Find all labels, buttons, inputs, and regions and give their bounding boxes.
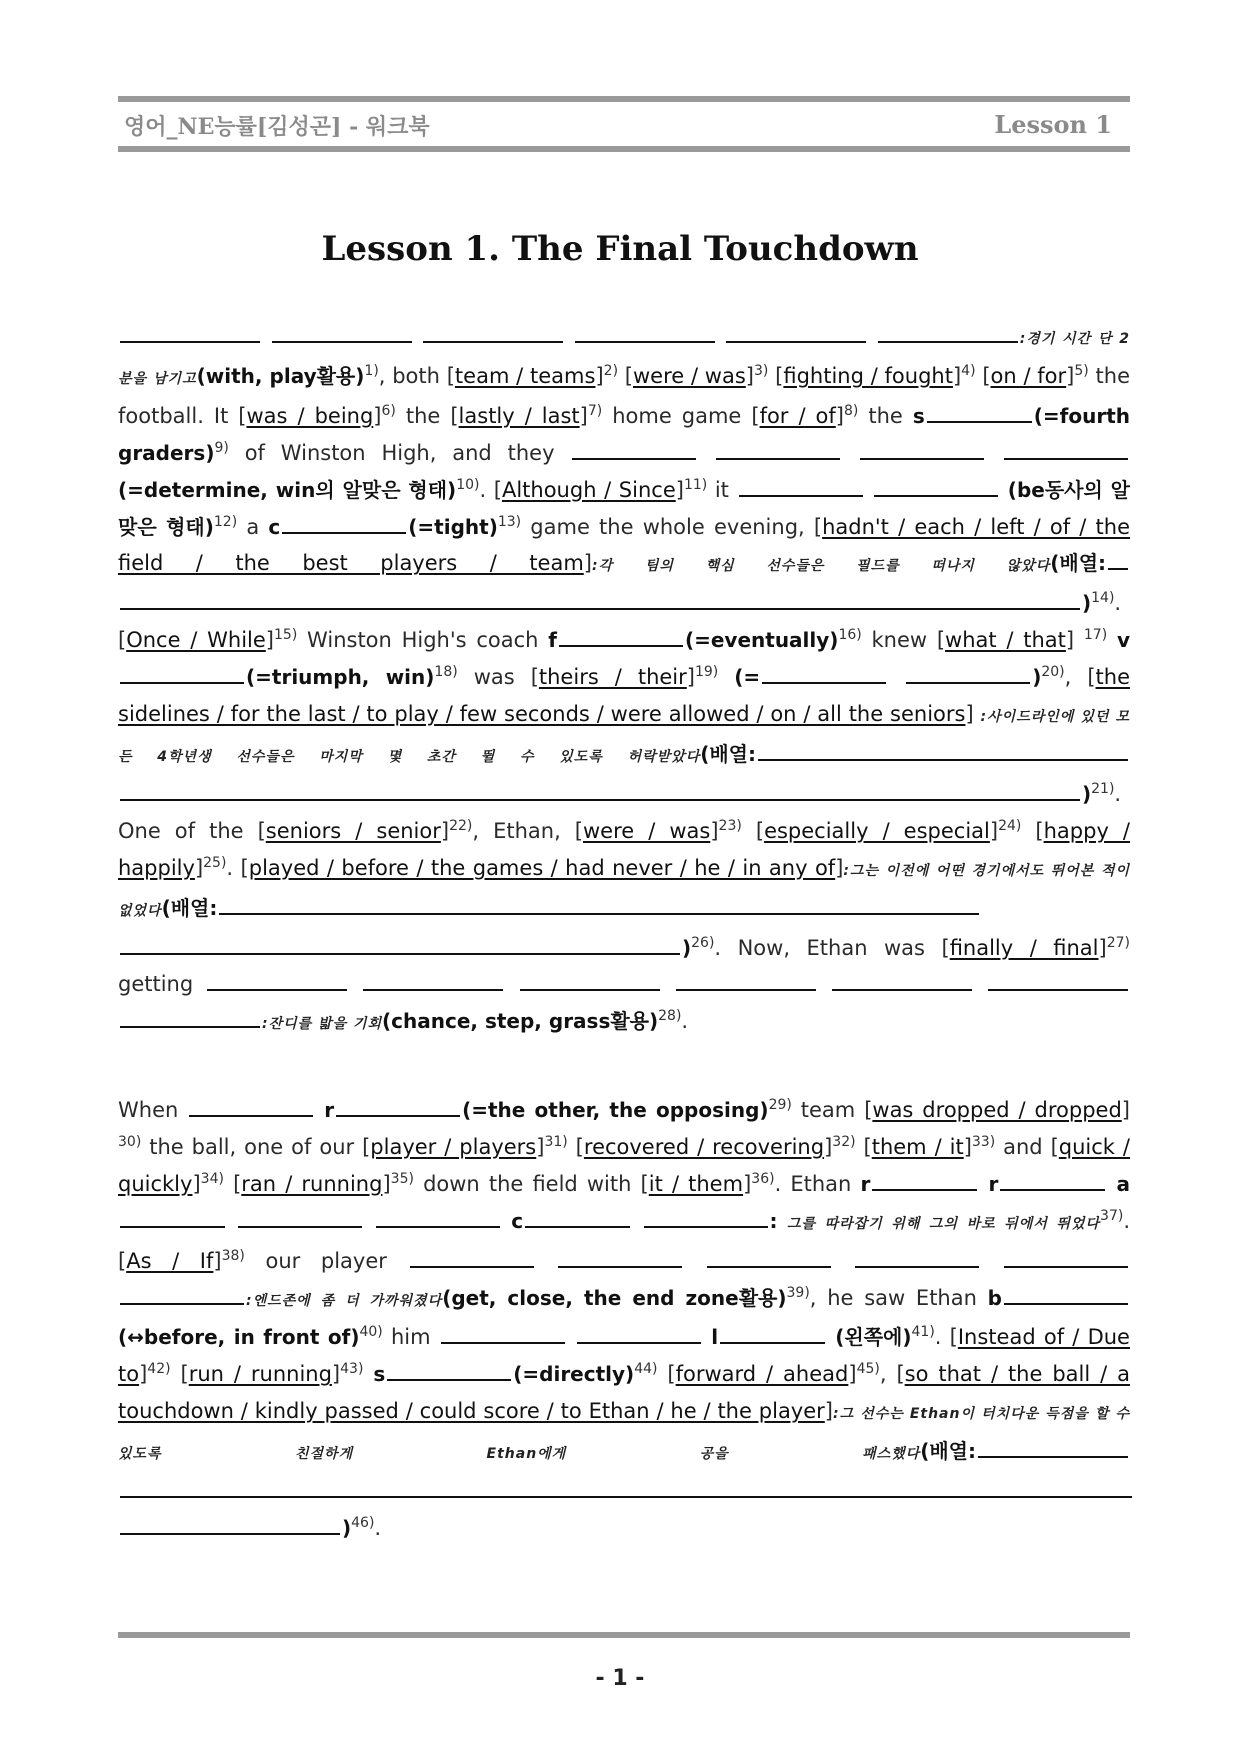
item-number: 34) — [200, 1170, 224, 1187]
hint: (=tight) — [408, 514, 498, 539]
item-number: 35) — [390, 1170, 414, 1187]
page-number: - 1 - — [595, 1666, 645, 1691]
blank[interactable] — [644, 1206, 768, 1228]
blank[interactable] — [282, 512, 406, 534]
item-number: 27) — [1106, 934, 1130, 951]
choice-option[interactable]: fighting / fought — [783, 363, 953, 388]
item-number: 41) — [911, 1324, 935, 1341]
choice-option[interactable]: ran / running — [241, 1171, 383, 1196]
blank[interactable] — [716, 438, 840, 460]
korean-hint: :경기 시간 단 2 분을 남기고 — [118, 331, 1130, 387]
blank[interactable] — [120, 1283, 244, 1305]
header-top-rule — [118, 96, 1130, 102]
choice-option[interactable]: team / teams — [454, 363, 596, 388]
blank[interactable] — [572, 438, 696, 460]
blank[interactable] — [676, 969, 816, 991]
blank[interactable] — [762, 662, 886, 684]
hint: (=determine, win의 알맞은 형태) — [118, 477, 457, 502]
choice-option[interactable]: seniors / senior — [265, 818, 441, 843]
item-number: 32) — [832, 1133, 856, 1150]
blank[interactable] — [1004, 438, 1128, 460]
blank[interactable] — [1004, 1246, 1128, 1268]
blank[interactable] — [120, 321, 260, 343]
choice-option[interactable]: finally / final — [949, 935, 1099, 960]
item-number: 15) — [274, 627, 298, 644]
blank[interactable] — [726, 321, 866, 343]
footer-rule — [118, 1632, 1130, 1638]
answer-line[interactable] — [120, 1513, 340, 1535]
korean-hint: 그를 따라잡기 위해 그의 바로 뒤에서 뛰었다 — [786, 1215, 1101, 1232]
choice-option[interactable]: the sidelines / for the last / to play / few seconds / were allowed / on / all the seniors — [118, 665, 1130, 727]
item-number: 12) — [213, 513, 238, 530]
paragraph-2: When r (=the other, the opposing)$^{29)}$ team [was dropped / dropped] $^{30)}$ the ball, one of our [player / players]$^{31)}$ [recovered / recovering]$^{32)}$ [them / it]$^{33)}$ and [quick / quickly]$^{34)}$ [ran / running]$^{35)}$ down the field with [it / them]$^{36)}$. Ethan r r a c : 그를 따라잡기 위해 그의 바로 뒤에서 뛰었다$^{37)}$. [As / If]$^{38)}$ our player :엔드존에 좀 더 가까워졌다(get, close, the end zone활용)$^{39)}$, he saw Ethan b(↔before, in front of)$^{40)}$ him l (왼쪽에)$^{41)}$. [Instead of / Due to]$^{42)}$ [run / running]$^{43)}$ s (=directly)$^{44)}$ [forward / ahead]$^{45)}$, [so that / the ball / a touchdown / kindly passed / could score / to Ethan / he / the player]:그 선수는 Ethan이 터치다운 득점을 할 수 있도록 친절하게 Ethan에게 공을 패스했다(배열: )$^{46)}$. — [118, 1097, 1131, 1540]
item-number: 8) — [843, 402, 859, 419]
answer-line[interactable] — [120, 933, 680, 955]
blank[interactable] — [336, 1095, 460, 1117]
hint: (with, play활용) — [196, 363, 365, 388]
choice-option[interactable]: theirs / their — [538, 665, 687, 690]
choice-option[interactable]: was dropped / dropped — [872, 1098, 1122, 1122]
hint: (get, close, the end zone활용) — [442, 1285, 787, 1310]
hint: (배열: — [700, 741, 756, 766]
choice-option[interactable]: it / them — [648, 1171, 744, 1196]
item-number: 46) — [351, 1514, 375, 1531]
item-number: 42) — [147, 1361, 171, 1378]
hint: (↔before, in front of) — [118, 1325, 360, 1350]
item-number: 19) — [694, 664, 719, 681]
item-number: 13) — [497, 513, 522, 530]
korean-hint: :잔디를 밟을 기회 — [262, 1016, 383, 1033]
header-bottom-rule — [118, 146, 1130, 152]
hint: (배열: — [161, 895, 218, 920]
blank[interactable] — [120, 1206, 225, 1228]
item-number: 25) — [203, 854, 227, 871]
choice-option[interactable]: especially / especial — [764, 818, 990, 843]
answer-line[interactable] — [120, 588, 1080, 610]
item-number: 28) — [658, 1008, 682, 1025]
hint: (배열: — [920, 1439, 976, 1464]
item-number: 23) — [718, 817, 742, 834]
blank[interactable] — [238, 1206, 362, 1228]
choice-option[interactable]: lastly / last — [458, 403, 580, 428]
choice-option[interactable]: Once / While — [126, 628, 266, 653]
header-lesson: Lesson 1 — [994, 110, 1112, 139]
choice-option[interactable]: were / was — [582, 818, 711, 843]
item-number: 18) — [434, 664, 458, 681]
hint: (배열: — [1050, 551, 1107, 576]
choice-option[interactable]: what / that — [945, 628, 1066, 653]
blank[interactable] — [988, 969, 1128, 991]
blank[interactable] — [577, 1322, 701, 1344]
blank[interactable] — [739, 475, 863, 497]
item-number: 43) — [340, 1361, 364, 1378]
blank[interactable] — [272, 321, 412, 343]
item-number: 20) — [1041, 664, 1065, 681]
item-number: 31) — [544, 1133, 568, 1150]
item-number: 4) — [961, 362, 976, 379]
item-number: 16) — [838, 627, 862, 644]
blank[interactable] — [520, 969, 660, 991]
blank[interactable] — [832, 969, 972, 991]
item-number: 10) — [456, 476, 480, 493]
hint: (=directly) — [513, 1362, 635, 1387]
hint: (=triumph, win) — [246, 665, 435, 690]
blank[interactable] — [758, 739, 1128, 761]
item-number: 38) — [221, 1247, 245, 1264]
blank[interactable] — [927, 401, 1032, 423]
blank[interactable] — [189, 1095, 313, 1117]
item-number: 3) — [754, 362, 769, 379]
item-number: 7) — [587, 402, 603, 419]
choice-option[interactable]: recovered / recovering — [583, 1134, 825, 1159]
blank[interactable] — [410, 1246, 534, 1268]
hint: (=eventually) — [684, 628, 839, 653]
item-number: 29) — [768, 1097, 792, 1113]
item-number: 17) — [1083, 627, 1108, 644]
paragraph-1: :경기 시간 단 2 분을 남기고(with, play활용)$^{1)}$, both [team / teams]$^{2)}$ [were / was]$^{3)}$ [fighting / fought]$^{4)}$ [on / for]$^{5)}$ the football. It [was / being]$^{6)}$ the [lastly / last]$^{7)}$ home game [for / of]$^{8)}$ the s (=fourth graders)$^{9)}$ of Winston High, and they (=determine, win의 알맞은 형태)$^{10)}$. [Although / Since]$^{11)}$ it (be동사의 알맞은 형태)$^{12)}$ a c (=tight)$^{13)}$ game the whole evening, [hadn't / each / left / of / the field / the best players / team]:각 팀의 핵심 선수들은 필드를 떠나지 않았다(배열: )$^{14)}$. [Once / While]$^{15)}$ Winston High's coach f (=eventually)$^{16)}$ knew [what / that] $^{17)}$ v(=triumph, win)$^{18)}$ was [theirs / their]$^{19)}$ (= )$^{20)}$, [the sidelines / for the last / to play / few seconds / were allowed / on / all the seniors] :사이드라인에 있던 모든 4학년생 선수들은 마지막 몇 초간 뛸 수 있도록 허락받았다(배열: )$^{21)}$. One of the [seniors / senior]$^{22)}$, Ethan, [were / was]$^{23)}$ [especially / especial]$^{24)}$ [happy / happily]$^{25)}$. [played / before / the games / had never / he / in any of]:그는 이전에 어떤 경기에서도 뛰어본 적이 없었다(배열: )$^{26)}$. Now, Ethan was [finally / final]$^{27)}$ getting :잔디를 밟을 기회(chance, step, grass활용)$^{28)}$. — [118, 318, 1130, 1043]
blank[interactable] — [559, 625, 683, 647]
choice-option[interactable]: hadn't / each / left / of / the field / the best players / team — [118, 514, 1130, 576]
item-number: 33) — [971, 1133, 996, 1150]
hint: (왼쪽에) — [835, 1325, 912, 1350]
blank[interactable] — [1000, 1169, 1105, 1191]
item-number: 2) — [603, 362, 619, 379]
answer-line[interactable] — [120, 779, 1080, 801]
korean-hint: :엔드존에 좀 더 가까워졌다 — [246, 1292, 443, 1309]
blank[interactable] — [376, 1206, 500, 1228]
blank[interactable] — [906, 662, 1030, 684]
choice-option[interactable]: forward / ahead — [675, 1362, 849, 1387]
blank[interactable] — [120, 1006, 260, 1028]
blank[interactable] — [720, 1322, 825, 1344]
blank[interactable] — [207, 969, 347, 991]
header-title: 영어_NE능률[김성곤] - 워크북 — [124, 114, 430, 140]
answer-line[interactable] — [120, 1476, 1132, 1498]
item-number: 26) — [691, 934, 715, 951]
korean-hint: :그는 이전에 어떤 경기에서도 뛰어본 적이 없었다 — [118, 862, 1131, 919]
document-title: Lesson 1. The Final Touchdown — [321, 229, 919, 269]
blank[interactable] — [874, 475, 998, 497]
choice-option[interactable]: happy / happily — [118, 818, 1131, 880]
item-number: 45) — [856, 1361, 880, 1378]
blank[interactable] — [860, 438, 984, 460]
item-number: 30) — [118, 1133, 142, 1150]
choice-option[interactable]: played / before / the games / had never / he / in any of — [248, 855, 836, 880]
blank[interactable] — [872, 1169, 977, 1191]
item-number: 5) — [1074, 362, 1089, 379]
blank[interactable] — [1108, 548, 1128, 570]
choice-option[interactable]: them / it — [871, 1134, 964, 1159]
choice-option[interactable]: run / running — [188, 1362, 332, 1387]
item-number: 39) — [786, 1284, 810, 1301]
item-number: 22) — [449, 817, 473, 834]
choice-option[interactable]: player / players — [370, 1134, 537, 1159]
item-number: 24) — [998, 817, 1022, 834]
item-number: 11) — [683, 476, 708, 493]
blank[interactable] — [978, 1436, 1128, 1458]
blank[interactable] — [575, 321, 715, 343]
choice-option[interactable]: were / was — [633, 363, 746, 388]
item-number: 44) — [634, 1361, 658, 1378]
blank[interactable] — [120, 662, 244, 684]
choice-option[interactable]: was / being — [246, 403, 374, 428]
item-number: 1) — [364, 362, 379, 379]
choice-option[interactable]: Although / Since — [501, 477, 676, 502]
hint: (chance, step, grass활용) — [382, 1009, 659, 1034]
item-number: 21) — [1091, 780, 1115, 797]
item-number: 6) — [381, 402, 396, 419]
item-number: 40) — [359, 1324, 383, 1341]
choice-option[interactable]: on / for — [990, 363, 1067, 388]
choice-option[interactable]: Instead of / Due to — [118, 1325, 1130, 1387]
blank[interactable] — [363, 969, 503, 991]
hint: (be동사의 알맞은 형태) — [118, 477, 1130, 539]
korean-hint: :각 팀의 핵심 선수들은 필드를 떠나지 않았다 — [592, 558, 1051, 575]
item-number: 9) — [214, 439, 229, 456]
hint: (=fourth graders) — [118, 403, 1130, 465]
choice-option[interactable]: quick / quickly — [118, 1134, 1130, 1196]
choice-option[interactable]: for / of — [759, 403, 836, 428]
korean-hint: :사이드라인에 있던 모든 4학년생 선수들은 마지막 몇 초간 뛸 수 있도록 허락받았다 — [118, 709, 1130, 765]
korean-hint: :그 선수는 Ethan이 터치다운 득점을 할 수 있도록 친절하게 Ethan에게 공을 패스했다 — [118, 1406, 1130, 1463]
blank[interactable] — [441, 1322, 565, 1344]
item-number: 14) — [1091, 590, 1115, 607]
item-number: 36) — [751, 1170, 775, 1187]
blank[interactable] — [219, 893, 979, 915]
blank[interactable] — [558, 1246, 682, 1268]
blank[interactable] — [525, 1206, 630, 1228]
blank[interactable] — [878, 321, 1018, 343]
choice-option[interactable]: As / If — [126, 1248, 214, 1273]
blank[interactable] — [1004, 1283, 1128, 1305]
blank[interactable] — [423, 321, 563, 343]
item-number: 37) — [1100, 1207, 1124, 1224]
blank[interactable] — [707, 1246, 831, 1268]
blank[interactable] — [855, 1246, 979, 1268]
hint: (=the other, the opposing) — [462, 1098, 769, 1122]
blank[interactable] — [387, 1359, 511, 1381]
choice-option[interactable]: so that / the ball / a touchdown / kindly passed / could score / to Ethan / he / the player — [118, 1362, 1130, 1424]
